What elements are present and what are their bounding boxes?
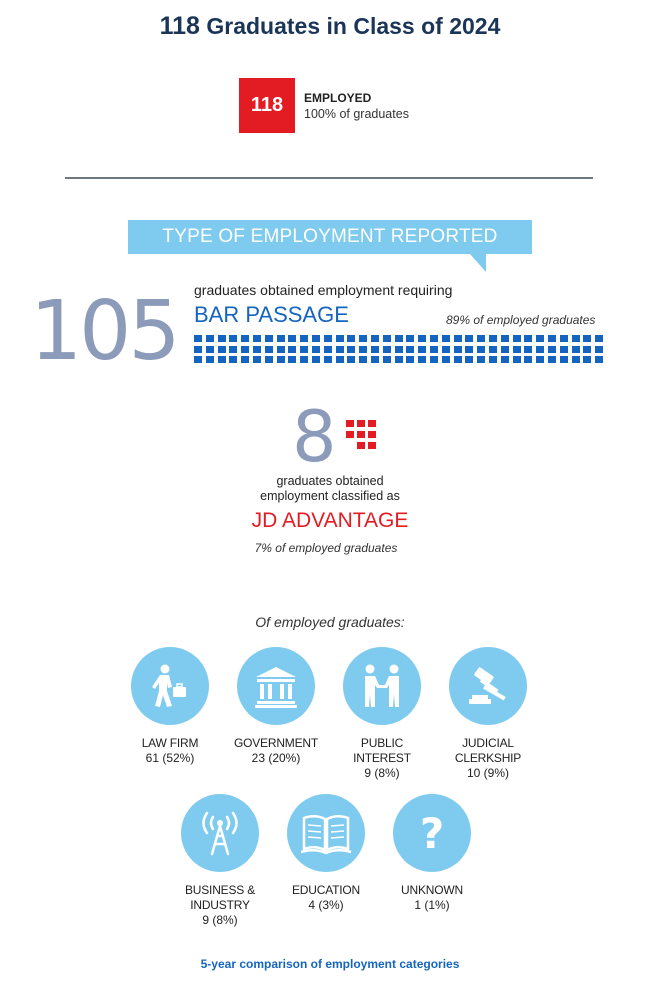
bar-passage-square <box>288 335 296 342</box>
bar-passage-square <box>241 356 249 363</box>
bar-passage-square <box>489 356 497 363</box>
open-book-icon <box>287 794 365 872</box>
bar-passage-square <box>465 356 473 363</box>
jd-advantage-square <box>357 420 365 427</box>
bar-passage-square <box>253 356 261 363</box>
bar-passage-square <box>347 346 355 353</box>
employment-type-banner: TYPE OF EMPLOYMENT REPORTED <box>128 220 532 254</box>
bar-passage-count: 105 <box>30 284 178 379</box>
bar-passage-square <box>548 335 556 342</box>
jd-advantage-square <box>368 442 376 449</box>
bar-passage-square <box>312 356 320 363</box>
category-education <box>266 794 386 913</box>
bar-passage-square <box>218 356 226 363</box>
bar-passage-square <box>277 356 285 363</box>
jd-advantage-square <box>346 420 354 427</box>
bar-passage-square <box>489 346 497 353</box>
bar-passage-square <box>395 335 403 342</box>
jd-advantage-intro <box>230 474 430 504</box>
bar-passage-square <box>324 356 332 363</box>
bar-passage-square <box>288 346 296 353</box>
bar-passage-square <box>206 335 214 342</box>
bar-passage-square <box>454 356 462 363</box>
category-business-industry <box>160 794 280 928</box>
bar-passage-square <box>288 356 296 363</box>
svg-text:?: ? <box>419 809 445 858</box>
person-briefcase-icon <box>131 647 209 725</box>
graduate-count: 118 <box>159 12 200 40</box>
bar-passage-square <box>513 335 521 342</box>
bar-passage-square <box>395 346 403 353</box>
bar-passage-square <box>418 346 426 353</box>
bar-passage-square <box>418 356 426 363</box>
category-value: 10 (9%) <box>466 766 510 780</box>
bar-passage-square <box>501 356 509 363</box>
bar-passage-square <box>347 356 355 363</box>
bar-passage-square <box>265 335 273 342</box>
bar-passage-square <box>359 356 367 363</box>
bar-passage-square <box>524 335 532 342</box>
bar-passage-square <box>513 356 521 363</box>
category-name: PUBLIC INTEREST <box>353 736 411 765</box>
bar-passage-square <box>536 356 544 363</box>
category-value: 23 (20%) <box>251 751 301 765</box>
category-name: BUSINESS & INDUSTRY <box>184 883 256 912</box>
bar-passage-square <box>359 346 367 353</box>
bar-passage-square <box>560 356 568 363</box>
bar-passage-square <box>418 335 426 342</box>
bar-passage-square <box>336 346 344 353</box>
bar-passage-square <box>595 356 603 363</box>
category-judicial-clerkship <box>428 647 548 781</box>
title-text: Graduates in Class of 2024 <box>206 13 501 39</box>
government-building-icon <box>237 647 315 725</box>
bar-passage-square <box>312 346 320 353</box>
jd-advantage-square <box>346 431 354 438</box>
bar-passage-square <box>595 346 603 353</box>
category-value: 9 (8%) <box>364 766 400 780</box>
gavel-icon <box>449 647 527 725</box>
bar-passage-square <box>300 335 308 342</box>
bar-passage-square <box>371 346 379 353</box>
bar-passage-square <box>229 335 237 342</box>
bar-passage-square <box>194 346 202 353</box>
bar-passage-square <box>442 356 450 363</box>
bar-passage-square <box>324 335 332 342</box>
bar-passage-square <box>524 346 532 353</box>
of-employed-heading: Of employed graduates: <box>255 614 405 630</box>
bar-passage-title: BAR PASSAGE <box>194 302 349 327</box>
bar-passage-square <box>430 356 438 363</box>
bar-passage-square <box>253 346 261 353</box>
bar-passage-square <box>477 356 485 363</box>
bar-passage-square <box>489 335 497 342</box>
category-name: GOVERNMENT <box>233 736 318 750</box>
bar-passage-square <box>300 346 308 353</box>
bar-passage-square <box>477 346 485 353</box>
bar-passage-percentage: 89% of employed graduates <box>446 313 596 327</box>
jd-advantage-square <box>357 442 365 449</box>
bar-passage-square <box>383 346 391 353</box>
category-name: UNKNOWN <box>401 883 463 897</box>
bar-passage-square <box>465 346 473 353</box>
category-name: JUDICIAL CLERKSHIP <box>454 736 522 765</box>
broadcast-tower-icon <box>181 794 259 872</box>
bar-passage-square <box>406 335 414 342</box>
bar-passage-square <box>265 346 273 353</box>
banner-pointer <box>470 254 486 272</box>
bar-passage-square <box>454 335 462 342</box>
bar-passage-square <box>395 356 403 363</box>
bar-passage-square <box>336 335 344 342</box>
bar-passage-square <box>277 335 285 342</box>
bar-passage-square <box>442 335 450 342</box>
bar-passage-square <box>430 335 438 342</box>
bar-passage-square <box>229 346 237 353</box>
jd-advantage-title: JD ADVANTAGE <box>251 509 409 532</box>
category-value: 4 (3%) <box>308 898 344 912</box>
bar-passage-square <box>383 356 391 363</box>
bar-passage-square <box>324 346 332 353</box>
bar-passage-square <box>277 346 285 353</box>
jd-advantage-count: 8 <box>292 396 337 478</box>
bar-passage-square <box>406 356 414 363</box>
bar-passage-square <box>218 346 226 353</box>
bar-passage-square <box>218 335 226 342</box>
bar-passage-square <box>371 356 379 363</box>
bar-passage-square <box>206 356 214 363</box>
bar-passage-square <box>513 346 521 353</box>
bar-passage-square <box>548 346 556 353</box>
bar-passage-square <box>194 356 202 363</box>
bar-passage-square <box>206 346 214 353</box>
bar-passage-square <box>477 335 485 342</box>
jd-intro-line2: employment classified as <box>260 489 400 503</box>
bar-passage-square <box>241 335 249 342</box>
jd-intro-line1: graduates obtained <box>276 474 384 488</box>
jd-advantage-square <box>357 431 365 438</box>
page-title <box>0 12 660 41</box>
bar-passage-square <box>194 335 202 342</box>
bar-passage-square <box>595 335 603 342</box>
question-mark-icon <box>393 794 471 872</box>
bar-passage-square <box>465 335 473 342</box>
jd-advantage-percentage: 7% of employed graduates <box>254 541 398 555</box>
bar-passage-square <box>383 335 391 342</box>
bar-passage-square <box>572 356 580 363</box>
category-value: 61 (52%) <box>145 751 195 765</box>
bar-passage-square <box>300 356 308 363</box>
bar-passage-square <box>406 346 414 353</box>
category-value: 1 (1%) <box>414 898 450 912</box>
section-divider <box>65 177 593 179</box>
bar-passage-square <box>501 346 509 353</box>
jd-advantage-square <box>368 431 376 438</box>
bar-passage-square <box>371 335 379 342</box>
bar-passage-square <box>229 356 237 363</box>
bar-passage-square <box>560 335 568 342</box>
category-public-interest <box>322 647 442 781</box>
bar-passage-square <box>253 335 261 342</box>
bar-passage-intro: graduates obtained employment requiring <box>194 282 453 298</box>
bar-passage-square <box>583 335 591 342</box>
employed-percentage: 100% of graduates <box>304 107 409 121</box>
bar-passage-square <box>336 356 344 363</box>
category-name: LAW FIRM <box>141 736 199 750</box>
bar-passage-square <box>430 346 438 353</box>
bar-passage-square <box>501 335 509 342</box>
bar-passage-square <box>347 335 355 342</box>
handshake-icon <box>343 647 421 725</box>
bar-passage-square <box>454 346 462 353</box>
bar-passage-square <box>572 335 580 342</box>
bar-passage-square <box>312 335 320 342</box>
bar-passage-square <box>265 356 273 363</box>
category-government <box>216 647 336 766</box>
bar-passage-square <box>583 356 591 363</box>
category-value: 9 (8%) <box>202 913 238 927</box>
category-unknown <box>372 794 492 913</box>
bar-passage-square <box>536 335 544 342</box>
category-law-firm <box>110 647 230 766</box>
jd-advantage-square <box>368 420 376 427</box>
bar-passage-square <box>560 346 568 353</box>
bar-passage-square <box>241 346 249 353</box>
employed-count-badge: 118 <box>239 78 295 133</box>
category-name: EDUCATION <box>292 883 360 897</box>
bar-passage-square <box>572 346 580 353</box>
bar-passage-square <box>442 346 450 353</box>
bar-passage-square <box>583 346 591 353</box>
employed-label: EMPLOYED <box>304 91 372 105</box>
bar-passage-square <box>524 356 532 363</box>
five-year-comparison-link[interactable]: 5-year comparison of employment categories <box>200 957 460 971</box>
bar-passage-square <box>359 335 367 342</box>
bar-passage-square <box>536 346 544 353</box>
bar-passage-square <box>548 356 556 363</box>
